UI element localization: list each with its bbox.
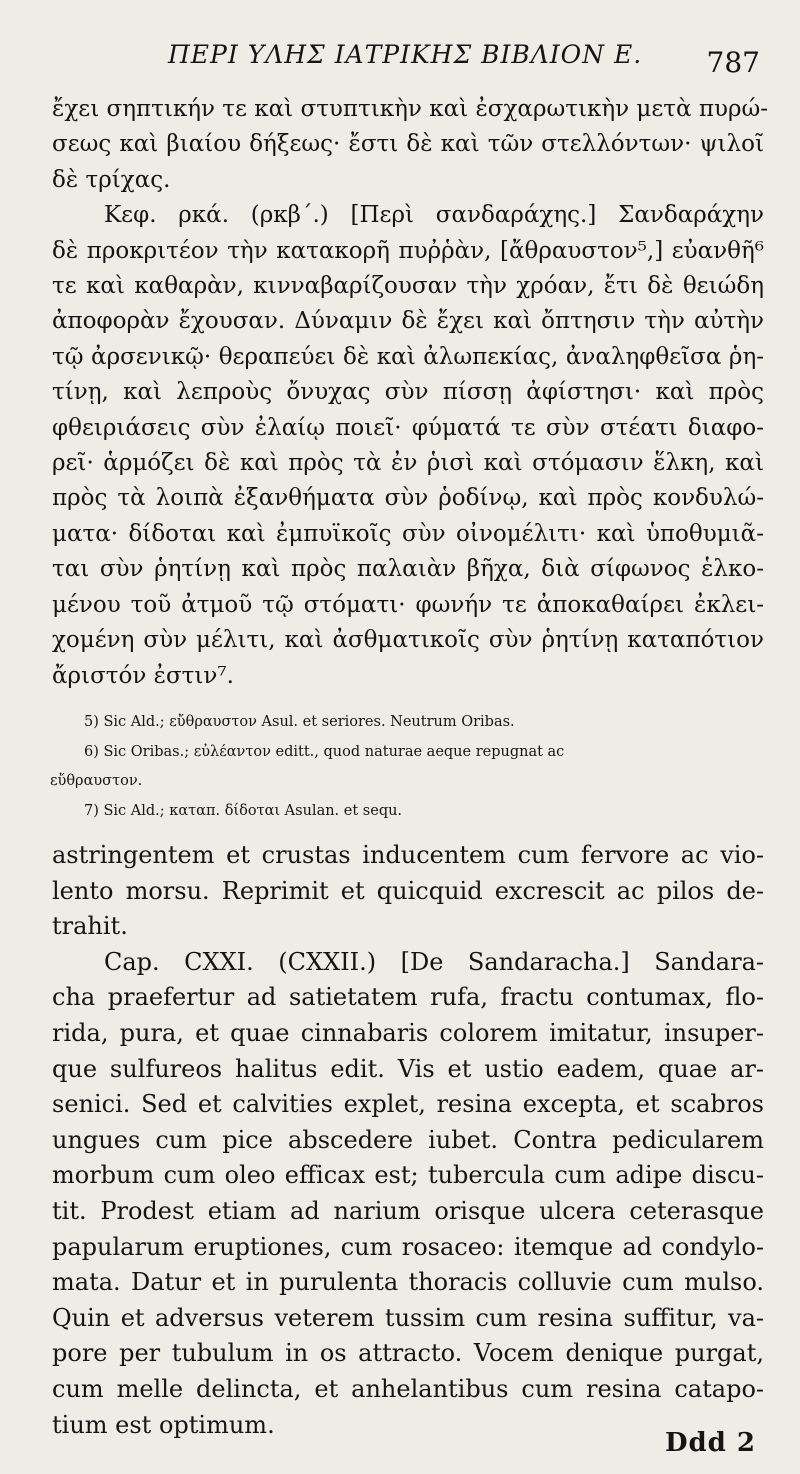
greek-line: σεως καὶ βιαίου δήξεως· ἔστι δὲ καὶ τῶν στελλόντων· ψιλοῖ bbox=[52, 131, 764, 158]
page-number: 787 bbox=[706, 46, 760, 79]
greek-line: φθειριάσεις σὺν ἐλαίῳ ποιεῖ· φύματά τε σὺν στέατι διαφο- bbox=[52, 414, 764, 441]
footnotes bbox=[50, 708, 766, 826]
latin-line: mata. Datur et in purulenta thoracis colluvie cum mulso. bbox=[52, 1268, 764, 1297]
greek-line: χομένη σὺν μέλιτι, καὶ ἀσθματικοῖς σὺν ῥητίνῃ καταπότιον bbox=[52, 627, 764, 654]
latin-line: astringentem et crustas inducentem cum fervore ac vio- bbox=[52, 841, 764, 869]
latin-line: morbum cum oleo efficax est; tubercula cum adipe discu- bbox=[52, 1161, 764, 1190]
greek-line: ἄριστόν ἐστιν⁷. bbox=[52, 662, 234, 689]
greek-line: δὲ προκριτέον τὴν κατακορῆ πυῤῥὰν, [ἄθραυστον⁵,] εὐανθῆ⁶ bbox=[52, 237, 764, 264]
greek-line: ται σὺν ῥητίνῃ καὶ πρὸς παλαιὰν βῆχα, διὰ σίφωνος ἑλκο- bbox=[52, 556, 764, 583]
page-header bbox=[0, 36, 800, 88]
latin-line: trahit. bbox=[52, 912, 128, 941]
latin-line: senici. Sed et calvities explet, resina excepta, et scabros bbox=[52, 1090, 764, 1119]
greek-line: μένου τοῦ ἀτμοῦ τῷ στόματι· φωνήν τε ἀποκαθαίρει ἐκλει- bbox=[52, 591, 764, 618]
latin-text bbox=[52, 838, 764, 1443]
footnote: 7) Sic Ald.; καταπ. δίδοται Asulan. et sequ. bbox=[84, 802, 403, 819]
latin-line: lento morsu. Reprimit et quicquid excrescit ac pilos de- bbox=[52, 876, 764, 905]
latin-line: que sulfureos halitus edit. Vis et ustio eadem, quae ar- bbox=[52, 1054, 764, 1083]
running-title: ΠΕΡΙ ΥΛΗΣ ΙΑΤΡΙΚΗΣ ΒΙΒΛΙΟΝ Ε. bbox=[168, 40, 643, 69]
greek-chapter-heading: Κεφ. ρκά. (ρκβ΄.) [Περὶ σανδαράχης.] Σανδαράχην bbox=[104, 202, 764, 229]
latin-line: rida, pura, et quae cinnabaris colorem imitatur, insuper- bbox=[52, 1018, 764, 1047]
footnote: 6) Sic Oribas.; εὐλέαντον editt., quod naturae aeque repugnat ac bbox=[84, 743, 565, 760]
printer-signature-mark: Ddd 2 bbox=[664, 1428, 756, 1458]
greek-line: τῷ ἀρσενικῷ· θεραπεύει δὲ καὶ ἀλωπεκίας, ἀναληφθεῖσα ῥη- bbox=[52, 343, 764, 370]
latin-chapter-heading: Cap. CXXI. (CXXII.) [De Sandaracha.] Sandara- bbox=[104, 947, 764, 976]
latin-line: cum melle delincta, et anhelantibus cum resina catapo- bbox=[52, 1374, 764, 1403]
latin-line: tium est optimum. bbox=[52, 1410, 275, 1439]
greek-line: τε καὶ καθαρὰν, κινναβαρίζουσαν τὴν χρόαν, ἔτι δὲ θειώδη bbox=[52, 273, 764, 300]
latin-line: pore per tubulum in os attracto. Vocem denique purgat, bbox=[52, 1339, 764, 1368]
greek-text bbox=[52, 92, 768, 694]
greek-line: τίνῃ, καὶ λεπροὺς ὄνυχας σὺν πίσσῃ ἀφίστησι· καὶ πρὸς bbox=[52, 379, 764, 406]
greek-line: ἔχει σηπτικήν τε καὶ στυπτικὴν καὶ ἐσχαρωτικὴν μετὰ πυρώ- bbox=[52, 96, 768, 122]
latin-line: ungues cum pice abscedere iubet. Contra pedicularem bbox=[52, 1125, 764, 1154]
latin-line: cha praefertur ad satietatem rufa, fractu contumax, flo- bbox=[52, 983, 764, 1012]
greek-line: ματα· δίδοται καὶ ἐμπυϊκοῖς σὺν οἰνομέλιτι· καὶ ὑποθυμιᾶ- bbox=[52, 520, 764, 547]
greek-line: ἀποφορὰν ἔχουσαν. Δύναμιν δὲ ἔχει καὶ ὄπτησιν τὴν αὐτὴν bbox=[52, 308, 764, 335]
latin-line: Quin et adversus veterem tussim cum resina suffitur, va- bbox=[52, 1303, 764, 1332]
greek-line: δὲ τρίχας. bbox=[52, 166, 171, 193]
footnote: 5) Sic Ald.; εὔθραυστον Asul. et seriores. Neutrum Oribas. bbox=[84, 714, 515, 730]
latin-line: tit. Prodest etiam ad narium orisque ulcera ceterasque bbox=[52, 1196, 764, 1225]
latin-line: papularum eruptiones, cum rosaceo: itemque ad condylo- bbox=[52, 1232, 764, 1261]
greek-line: πρὸς τὰ λοιπὰ ἐξανθήματα σὺν ῥοδίνῳ, καὶ πρὸς κονδυλώ- bbox=[52, 485, 764, 512]
footnote-continuation: εὔθραυστον. bbox=[50, 773, 143, 789]
greek-line: ρεῖ· ἁρμόζει δὲ καὶ πρὸς τὰ ἐν ῥισὶ καὶ στόμασιν ἕλκη, καὶ bbox=[52, 450, 764, 477]
